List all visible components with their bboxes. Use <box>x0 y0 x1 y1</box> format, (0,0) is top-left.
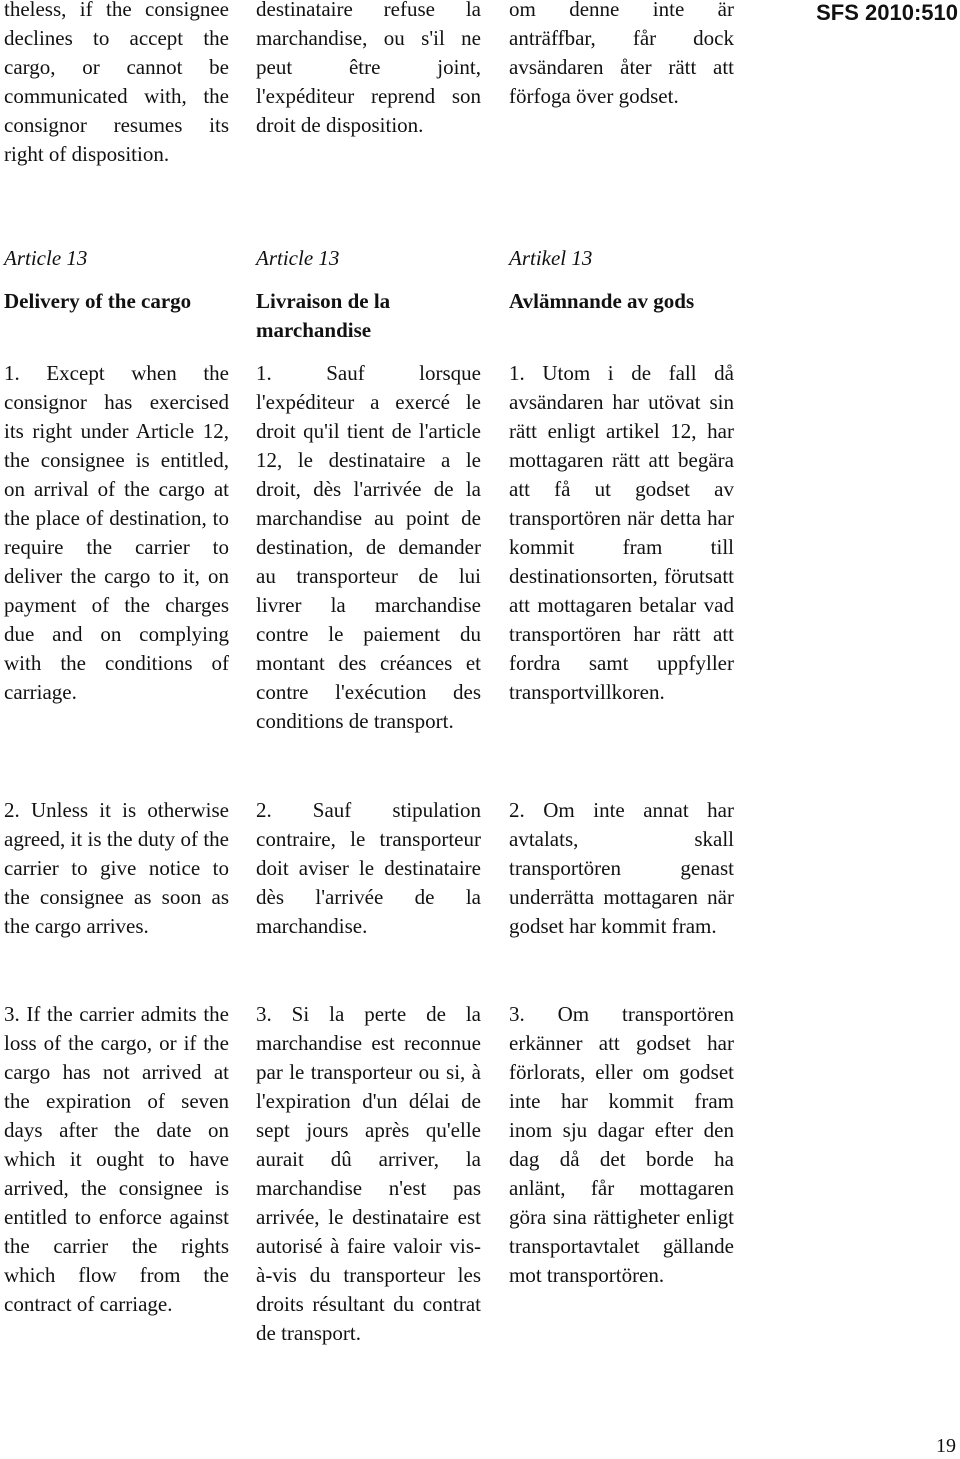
article-title-sv: Avlämnande av gods <box>509 289 695 313</box>
carryover-text-sv: om denne inte är anträffbar, får dock avsändaren åter rätt att förfoga över godset. <box>509 0 734 108</box>
article-title-en: Delivery of the cargo <box>4 289 192 313</box>
paragraph-3-en: 3. If the carrier admits the loss of the cargo, or if the cargo has not arrived at the expiration of seven days after the date on which it ought to have arrived, the consignee is entitled to enforce against the carrier the rights which flow from the contract of carriage. <box>4 1002 229 1316</box>
article-number-fr: Article 13 <box>256 246 340 270</box>
document-reference: SFS 2010:510 <box>816 0 958 25</box>
page-number: 19 <box>936 1435 956 1457</box>
paragraph-1-sv: 1. Utom i de fall då avsändaren har utövat sin rätt enligt artikel 12, har mottagaren rätt att begära att få ut godset av transportören när detta har kommit fram till destinationsorten, förutsatt att mottagaren betalar vad transportören har rätt att fordra samt uppfyller transportvillkoren. <box>509 361 734 704</box>
article-number-en: Article 13 <box>4 246 88 270</box>
article-title-fr: Livraison de la marchandise <box>256 289 391 342</box>
carryover-text-fr: destinataire refuse la marchandise, ou s'il ne peut être joint, l'expéditeur reprend son droit de disposition. <box>256 0 481 137</box>
article-number-sv: Artikel 13 <box>509 246 593 270</box>
paragraph-2-en: 2. Unless it is otherwise agreed, it is the duty of the carrier to give notice to the consignee as soon as the cargo arrives. <box>4 798 229 938</box>
paragraph-2-sv: 2. Om inte annat har avtalats, skall transportören genast underrätta mottagaren när godset har kommit fram. <box>509 798 734 938</box>
carryover-text-en: theless, if the consignee declines to accept the cargo, or cannot be communicated with, the consignor resumes its right of disposition. <box>4 0 229 166</box>
paragraph-1-fr: 1. Sauf lorsque l'expéditeur a exercé le droit qu'il tient de l'article 12, le destinataire a le droit, dès l'arrivée de la marchandise au point de destination, de demander au transporteur de lui livrer la marchandise contre le paiement du montant des créances et contre l'exécution des conditions de transport. <box>256 361 481 733</box>
paragraph-3-sv: 3. Om transportören erkänner att godset har förlorats, eller om godset inte har kommit fram inom sju dagar efter den dag då det borde ha anlänt, får mottagaren göra sina rättigheter enligt transportavtalet gällande mot transportören. <box>509 1002 734 1287</box>
paragraph-3-fr: 3. Si la perte de la marchandise est reconnue par le transporteur ou si, à l'expiration d'un délai de sept jours après qu'elle aurait dû arriver, la marchandise n'est pas arrivée, le destinataire est autorisé à faire valoir vis-à-vis du transporteur les droits résultant du contrat de transport. <box>256 1002 481 1345</box>
paragraph-1-en: 1. Except when the consignor has exercised its right under Article 12, the consignee is entitled, on arrival of the cargo at the place of destination, to require the carrier to deliver the cargo to it, on payment of the charges due and on complying with the conditions of carriage. <box>4 361 229 704</box>
paragraph-2-fr: 2. Sauf stipulation contraire, le transporteur doit aviser le destinataire dès l'arrivée de la marchandise. <box>256 798 481 938</box>
